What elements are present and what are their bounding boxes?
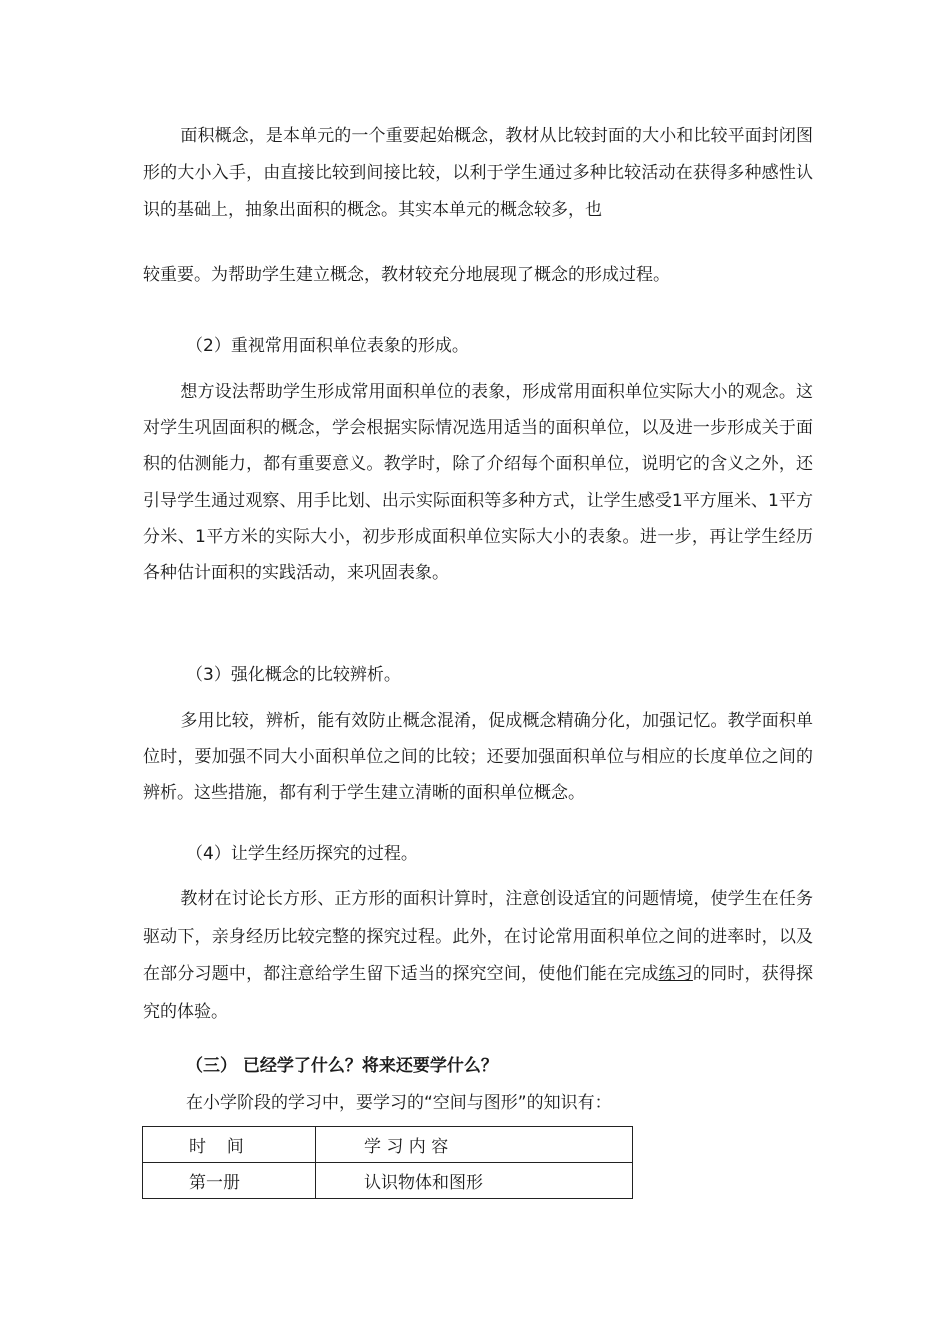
subheading-3: （3）强化概念的比较辨析。	[186, 665, 401, 685]
table-header-content-text: 学 习 内 容	[364, 1137, 449, 1157]
table-cell-content	[316, 1163, 633, 1199]
table-cell-time-text: 第一册	[189, 1173, 240, 1193]
paragraph-1-part-1: 面积概念，是本单元的一个重要起始概念，教材从比较封面的大小和比较平面封闭图形的大小入手，由直接比较到间接比较，以利于学生通过多种比较活动在获得多种感性认识的基础上，抽象出面积的概念。其实本单元的概念较多，也	[143, 126, 813, 220]
table-header-time-text: 时 间	[189, 1137, 252, 1157]
paragraph-1-part-2: 较重要。为帮助学生建立概念，教材较充分地展现了概念的形成过程。	[143, 265, 670, 285]
section-heading-3: （三） 已经学了什么？将来还要学什么？	[186, 1056, 498, 1076]
paragraph-2: 想方设法帮助学生形成常用面积单位的表象，形成常用面积单位实际大小的观念。这对学生巩固面积的概念，学会根据实际情况选用适当的面积单位，以及进一步形成关于面积的估测能力，都有重要意义。教学时，除了介绍每个面积单位，说明它的含义之外，还引导学生通过观察、用手比划、出示实际面积等多种方式，让学生感受1平方厘米、1平方分米、1平方米的实际大小，初步形成面积单位实际大小的表象。进一步，再让学生经历各种估计面积的实践活动，来巩固表象。	[143, 382, 813, 584]
subheading-4: （4）让学生经历探究的过程。	[186, 844, 418, 864]
knowledge-table	[142, 1126, 633, 1199]
paragraph-3: 多用比较，辨析，能有效防止概念混淆，促成概念精确分化，加强记忆。教学面积单位时，要加强不同大小面积单位之间的比较；还要加强面积单位与相应的长度单位之间的辨析。这些措施，都有利于学生建立清晰的面积单位概念。	[143, 711, 813, 804]
table-row	[143, 1163, 633, 1199]
table-header-row	[143, 1127, 633, 1163]
table-header-content	[316, 1127, 633, 1163]
intro-line: 在小学阶段的学习中，要学习的“空间与图形”的知识有：	[186, 1093, 612, 1113]
table-header-time	[143, 1127, 316, 1163]
practice-link[interactable]: 练习	[658, 964, 693, 984]
paragraph-4-text: 教材在讨论长方形、正方形的面积计算时，注意创设适宜的问题情境，使学生在任务驱动下，亲身经历比较完整的探究过程。此外，在讨论常用面积单位之间的进率时，以及在部分习题中，都注意给学生留下适当的探究空间，使他们能在完成	[143, 889, 813, 984]
table-cell-content-text: 认识物体和图形	[364, 1173, 483, 1193]
paragraph-4	[143, 881, 813, 1031]
subheading-2: （2）重视常用面积单位表象的形成。	[186, 336, 469, 356]
table-cell-time	[143, 1163, 316, 1199]
paragraph-4-tail: 的同时，获得探究的体验。	[143, 964, 814, 1022]
